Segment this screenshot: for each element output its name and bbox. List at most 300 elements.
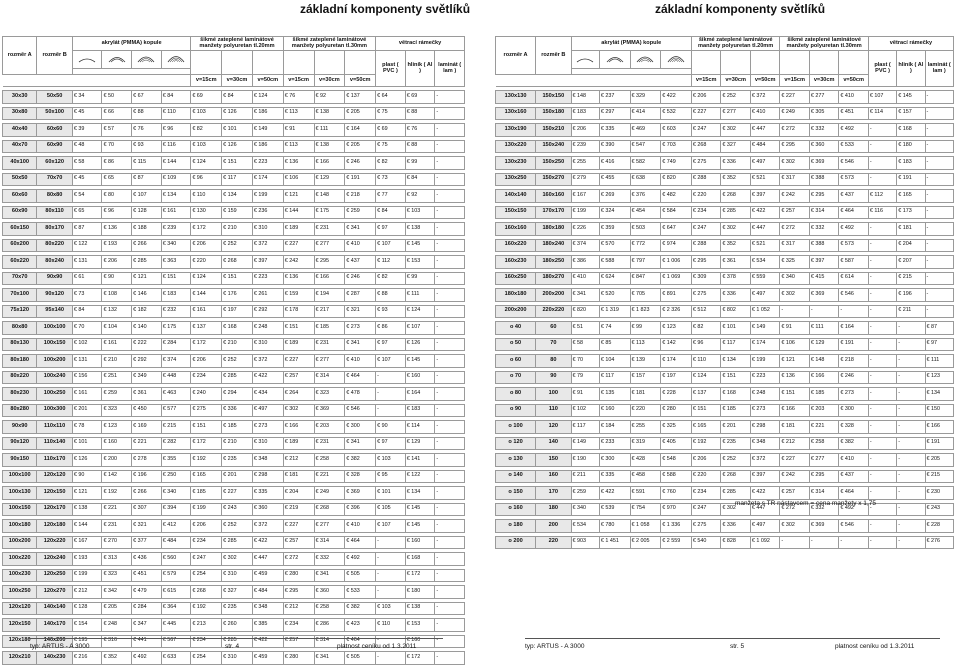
price-cell: € 144	[191, 289, 222, 302]
table-row	[3, 536, 465, 549]
price-cell: € 79	[571, 371, 599, 384]
price-cell: € 309	[691, 272, 721, 285]
price-cell: € 546	[839, 520, 869, 533]
price-cell: € 352	[721, 173, 751, 186]
price-cell: € 84	[376, 206, 406, 219]
col-plast: plast ( PVC )	[868, 51, 896, 87]
price-cell: € 90	[102, 272, 132, 285]
price-cell: € 183	[571, 107, 599, 120]
price-cell: € 323	[102, 569, 132, 582]
price-cell: € 341	[314, 569, 345, 582]
price-cell: -	[435, 256, 465, 269]
price-cell: € 323	[102, 404, 132, 417]
price-cell: € 107	[376, 355, 406, 368]
price-cell: € 284	[161, 338, 191, 351]
price-cell: € 310	[252, 338, 283, 351]
table-row	[3, 586, 465, 599]
size-cell: 90x120	[3, 437, 37, 450]
price-cell: € 328	[345, 470, 376, 483]
price-cell: -	[435, 553, 465, 566]
price-cell: € 464	[345, 536, 376, 549]
price-cell: € 186	[252, 107, 283, 120]
price-cell: € 332	[809, 223, 839, 236]
price-cell: € 205	[925, 454, 953, 467]
price-cell: € 77	[376, 190, 406, 203]
price-cell: € 302	[780, 289, 810, 302]
price-cell: € 140	[132, 322, 162, 335]
price-cell: € 317	[780, 239, 810, 252]
price-cell: € 149	[750, 322, 780, 335]
price-cell: € 160	[405, 371, 435, 384]
price-cell: € 410	[345, 520, 376, 533]
price-cell: € 189	[283, 223, 314, 236]
price-cell: € 145	[405, 355, 435, 368]
price-cell: € 280	[283, 652, 314, 665]
price-cell: € 102	[571, 404, 599, 417]
table-row	[3, 256, 465, 269]
price-cell: € 591	[630, 487, 661, 500]
price-cell: -	[925, 173, 953, 186]
price-cell: € 204	[897, 239, 925, 252]
size-cell: 220	[536, 536, 571, 549]
price-cell: € 436	[132, 553, 162, 566]
price-cell: € 903	[571, 536, 599, 549]
size-cell: o 200	[496, 536, 536, 549]
price-cell: € 107	[376, 520, 406, 533]
table-row	[3, 454, 465, 467]
price-cell: € 117	[721, 338, 751, 351]
size-cell: 120x180	[37, 520, 73, 533]
price-cell: € 99	[405, 157, 435, 170]
price-cell: -	[839, 536, 869, 549]
price-cell: € 376	[630, 190, 661, 203]
price-cell: € 103	[191, 107, 222, 120]
price-cell: € 97	[376, 223, 406, 236]
size-cell: 100x240	[37, 371, 73, 384]
price-cell: -	[780, 536, 810, 549]
size-cell: 150x150	[536, 91, 571, 104]
price-cell: € 126	[222, 140, 253, 153]
col-v30: v=30cm	[721, 75, 751, 87]
price-cell: € 167	[571, 190, 599, 203]
price-cell: € 206	[191, 239, 222, 252]
price-cell: € 1 319	[599, 305, 630, 318]
price-cell: -	[925, 272, 953, 285]
price-cell: € 450	[132, 404, 162, 417]
table-row	[3, 388, 465, 401]
size-cell: o 70	[496, 371, 536, 384]
price-cell: -	[809, 305, 839, 318]
price-cell: € 227	[222, 487, 253, 500]
price-cell: € 335	[252, 487, 283, 500]
price-cell: € 386	[571, 256, 599, 269]
price-cell: -	[925, 190, 953, 203]
price-cell: -	[897, 470, 925, 483]
price-cell: € 123	[925, 371, 953, 384]
price-cell: € 492	[839, 124, 869, 137]
table-row	[3, 652, 465, 665]
price-cell: € 228	[661, 388, 692, 401]
price-cell: -	[435, 355, 465, 368]
price-cell: € 372	[750, 91, 780, 104]
price-cell: -	[897, 454, 925, 467]
price-cell: -	[897, 487, 925, 500]
price-cell: € 206	[691, 454, 721, 467]
price-cell: € 251	[102, 371, 132, 384]
price-cell: € 363	[161, 256, 191, 269]
price-cell: € 321	[132, 520, 162, 533]
price-cell: € 84	[222, 91, 253, 104]
price-cell: -	[435, 569, 465, 582]
price-cell: € 174	[750, 338, 780, 351]
price-cell: € 252	[222, 355, 253, 368]
price-cell: € 99	[405, 272, 435, 285]
size-cell: 60x60	[3, 190, 37, 203]
price-cell: € 372	[252, 355, 283, 368]
price-cell: € 166	[780, 404, 810, 417]
price-cell: € 533	[839, 140, 869, 153]
price-cell: € 107	[132, 190, 162, 203]
price-cell: -	[435, 157, 465, 170]
price-cell: € 85	[599, 338, 630, 351]
price-cell: € 505	[345, 569, 376, 582]
col-rozmer-a: rozměr A	[3, 37, 37, 75]
price-cell: € 92	[405, 190, 435, 203]
price-cell: € 128	[72, 602, 102, 615]
price-cell: € 270	[102, 536, 132, 549]
price-cell: € 76	[132, 124, 162, 137]
col-sikme-30: šikmé zateplené laminátové manžety polyuretan tl.30mm	[780, 37, 869, 51]
price-cell: € 437	[839, 470, 869, 483]
price-cell: € 503	[630, 223, 661, 236]
size-cell: o 140	[496, 470, 536, 483]
price-cell: € 340	[780, 272, 810, 285]
price-cell: € 573	[839, 173, 869, 186]
col-sikme-20: šikmé zateplené laminátové manžety polyuretan tl.20mm	[191, 37, 283, 51]
price-cell: € 325	[661, 421, 692, 434]
table-row	[496, 272, 954, 285]
price-cell: € 185	[721, 404, 751, 417]
price-cell: € 310	[252, 223, 283, 236]
price-cell: -	[435, 586, 465, 599]
price-cell: € 206	[191, 355, 222, 368]
price-cell: € 310	[222, 652, 253, 665]
price-cell: € 113	[630, 338, 661, 351]
size-cell: 110x140	[37, 437, 73, 450]
col-rozmer-b: rozměr B	[37, 37, 73, 75]
price-cell: € 194	[314, 289, 345, 302]
price-cell: € 464	[345, 371, 376, 384]
price-cell: € 151	[780, 388, 810, 401]
price-cell: € 539	[599, 503, 630, 516]
price-cell: € 153	[405, 619, 435, 632]
price-cell: € 325	[780, 256, 810, 269]
price-cell: € 181	[283, 470, 314, 483]
price-cell: € 217	[314, 305, 345, 318]
price-cell: € 192	[691, 437, 721, 450]
size-cell: 100x230	[3, 569, 37, 582]
price-cell: € 174	[252, 173, 283, 186]
size-cell: 80x130	[3, 338, 37, 351]
price-cell: € 279	[571, 173, 599, 186]
price-cell: € 124	[405, 305, 435, 318]
price-cell: € 203	[314, 421, 345, 434]
price-cell: € 261	[252, 289, 283, 302]
price-cell: € 548	[661, 454, 692, 467]
size-cell: 160x250	[496, 272, 536, 285]
price-cell: € 273	[750, 404, 780, 417]
price-cell: € 255	[571, 157, 599, 170]
price-cell: € 797	[630, 256, 661, 269]
price-cell: € 272	[780, 124, 810, 137]
price-cell: -	[925, 124, 953, 137]
price-cell: € 148	[571, 91, 599, 104]
price-cell: € 103	[376, 454, 406, 467]
price-cell: € 207	[897, 256, 925, 269]
col-vetraci: větrací rámečky	[868, 37, 953, 51]
price-cell: € 104	[102, 322, 132, 335]
price-cell: -	[435, 371, 465, 384]
price-cell: € 111	[405, 289, 435, 302]
price-cell: -	[376, 536, 406, 549]
price-cell: € 458	[630, 470, 661, 483]
price-cell: € 135	[599, 388, 630, 401]
price-cell: € 222	[132, 338, 162, 351]
table-row	[496, 503, 954, 516]
price-cell: € 166	[809, 371, 839, 384]
price-cell: € 117	[599, 371, 630, 384]
price-cell: € 257	[283, 371, 314, 384]
price-cell: € 220	[191, 256, 222, 269]
price-cell: € 329	[630, 91, 661, 104]
price-cell: € 252	[721, 91, 751, 104]
size-cell: 120x120	[37, 470, 73, 483]
size-cell: 110x110	[37, 421, 73, 434]
price-cell: € 88	[405, 140, 435, 153]
price-cell: -	[376, 586, 406, 599]
price-cell: -	[897, 338, 925, 351]
price-cell: € 191	[925, 437, 953, 450]
size-cell: 40x40	[3, 124, 37, 137]
price-cell: € 246	[839, 371, 869, 384]
price-cell: € 200	[102, 454, 132, 467]
table-row	[496, 338, 954, 351]
price-cell: € 285	[222, 371, 253, 384]
price-cell: € 164	[839, 322, 869, 335]
table-row	[496, 487, 954, 500]
price-cell: € 134	[925, 388, 953, 401]
price-cell: € 397	[809, 256, 839, 269]
price-cell: € 69	[191, 91, 222, 104]
size-cell: 100x200	[37, 355, 73, 368]
table-row	[496, 470, 954, 483]
price-cell: € 1 336	[661, 520, 692, 533]
price-cell: € 573	[839, 239, 869, 252]
size-cell: 120x120	[3, 602, 37, 615]
table-row	[3, 322, 465, 335]
price-cell: € 157	[630, 371, 661, 384]
price-cell: € 410	[345, 239, 376, 252]
price-cell: € 534	[750, 256, 780, 269]
price-cell: € 151	[222, 272, 253, 285]
price-cell: € 464	[345, 635, 376, 648]
dome-profile-icon	[661, 51, 692, 69]
price-cell: € 239	[571, 140, 599, 153]
price-cell: € 74	[599, 322, 630, 335]
price-table-left	[2, 36, 465, 665]
price-cell: € 249	[314, 487, 345, 500]
price-cell: € 78	[72, 421, 102, 434]
price-cell: € 272	[283, 553, 314, 566]
price-cell: € 336	[721, 157, 751, 170]
price-cell: € 484	[161, 536, 191, 549]
price-cell: -	[435, 652, 465, 665]
price-cell: -	[868, 124, 896, 137]
price-cell: € 145	[897, 91, 925, 104]
size-cell: 75x120	[3, 305, 37, 318]
price-cell: € 191	[839, 338, 869, 351]
price-cell: € 268	[721, 470, 751, 483]
price-cell: € 534	[571, 520, 599, 533]
price-cell: -	[868, 536, 896, 549]
price-cell: -	[435, 140, 465, 153]
price-cell: -	[897, 404, 925, 417]
price-cell: -	[868, 140, 896, 153]
price-cell: € 88	[376, 289, 406, 302]
price-table-right	[495, 36, 954, 549]
price-cell: -	[868, 437, 896, 450]
price-cell: € 103	[405, 206, 435, 219]
price-cell: € 1 052	[750, 305, 780, 318]
price-cell: € 138	[314, 140, 345, 153]
size-cell: 80x80	[37, 190, 73, 203]
price-cell: € 110	[161, 107, 191, 120]
price-cell: -	[868, 239, 896, 252]
size-cell: 200	[536, 520, 571, 533]
price-cell: € 146	[132, 289, 162, 302]
price-cell: € 199	[252, 190, 283, 203]
price-cell: € 188	[132, 223, 162, 236]
price-cell: € 268	[222, 256, 253, 269]
table-row	[3, 223, 465, 236]
col-vetraci: větrací rámečky	[376, 37, 465, 51]
price-cell: € 82	[376, 157, 406, 170]
price-cell: € 423	[345, 619, 376, 632]
price-cell: € 243	[925, 503, 953, 516]
price-cell: € 210	[102, 355, 132, 368]
price-cell: € 257	[283, 536, 314, 549]
price-cell: € 492	[345, 553, 376, 566]
price-cell: € 165	[191, 470, 222, 483]
price-cell: € 97	[376, 338, 406, 351]
price-cell: € 234	[191, 536, 222, 549]
dome-profile-icon	[72, 51, 102, 69]
price-cell: € 497	[750, 289, 780, 302]
price-cell: € 512	[691, 305, 721, 318]
price-cell: € 361	[132, 388, 162, 401]
price-cell: -	[435, 272, 465, 285]
price-cell: € 235	[222, 602, 253, 615]
price-cell: € 160	[405, 635, 435, 648]
price-cell: € 582	[630, 157, 661, 170]
price-cell: € 275	[691, 520, 721, 533]
price-cell: € 172	[191, 338, 222, 351]
price-cell: € 579	[161, 569, 191, 582]
price-cell: € 117	[571, 421, 599, 434]
price-cell: € 447	[750, 223, 780, 236]
price-cell: € 184	[599, 421, 630, 434]
price-cell: -	[435, 338, 465, 351]
price-cell: € 96	[102, 206, 132, 219]
size-cell: 60x220	[3, 256, 37, 269]
price-cell: € 234	[191, 635, 222, 648]
price-cell: € 212	[283, 454, 314, 467]
price-cell: € 88	[132, 107, 162, 120]
price-cell: € 970	[661, 503, 692, 516]
size-cell: o 180	[496, 520, 536, 533]
price-cell: € 96	[191, 173, 222, 186]
price-cell: € 161	[191, 305, 222, 318]
col-hlinik: hliník ( Al )	[405, 51, 435, 87]
price-cell: € 1 006	[661, 256, 692, 269]
price-cell: -	[925, 256, 953, 269]
price-cell: -	[435, 520, 465, 533]
price-cell: € 369	[809, 520, 839, 533]
size-cell: 140x170	[37, 619, 73, 632]
size-cell: 100	[536, 388, 571, 401]
price-cell: € 181	[897, 223, 925, 236]
price-cell: -	[897, 536, 925, 549]
price-cell: -	[868, 520, 896, 533]
price-cell: -	[868, 421, 896, 434]
size-cell: 150x250	[536, 157, 571, 170]
price-cell: € 220	[691, 190, 721, 203]
price-cell: € 91	[571, 388, 599, 401]
price-cell: € 91	[780, 322, 810, 335]
price-cell: € 121	[283, 190, 314, 203]
price-cell: € 180	[897, 140, 925, 153]
price-cell: € 288	[691, 239, 721, 252]
price-cell: € 197	[222, 305, 253, 318]
price-cell: € 45	[72, 107, 102, 120]
price-cell: € 559	[750, 272, 780, 285]
price-cell: -	[868, 338, 896, 351]
price-cell: € 336	[222, 404, 253, 417]
table-row	[496, 256, 954, 269]
price-cell: € 348	[252, 602, 283, 615]
size-cell: 180x180	[496, 289, 536, 302]
price-cell: € 105	[376, 503, 406, 516]
price-cell: € 355	[161, 454, 191, 467]
size-cell: 180x270	[536, 272, 571, 285]
size-cell: 70	[536, 338, 571, 351]
size-cell: 150x240	[536, 140, 571, 153]
price-cell: € 243	[222, 503, 253, 516]
col-sikme-30: šikmé zateplené laminátové manžety polyuretan tl.30mm	[283, 37, 375, 51]
price-cell: € 122	[405, 470, 435, 483]
price-cell: € 124	[191, 157, 222, 170]
price-cell: € 61	[72, 272, 102, 285]
table-row	[3, 602, 465, 615]
size-cell: 80x110	[37, 206, 73, 219]
table-row	[496, 124, 954, 137]
price-cell: € 497	[252, 404, 283, 417]
price-cell: € 332	[809, 503, 839, 516]
table-row	[3, 553, 465, 566]
price-cell: -	[435, 173, 465, 186]
price-cell: € 137	[191, 322, 222, 335]
size-cell: 100x150	[37, 338, 73, 351]
